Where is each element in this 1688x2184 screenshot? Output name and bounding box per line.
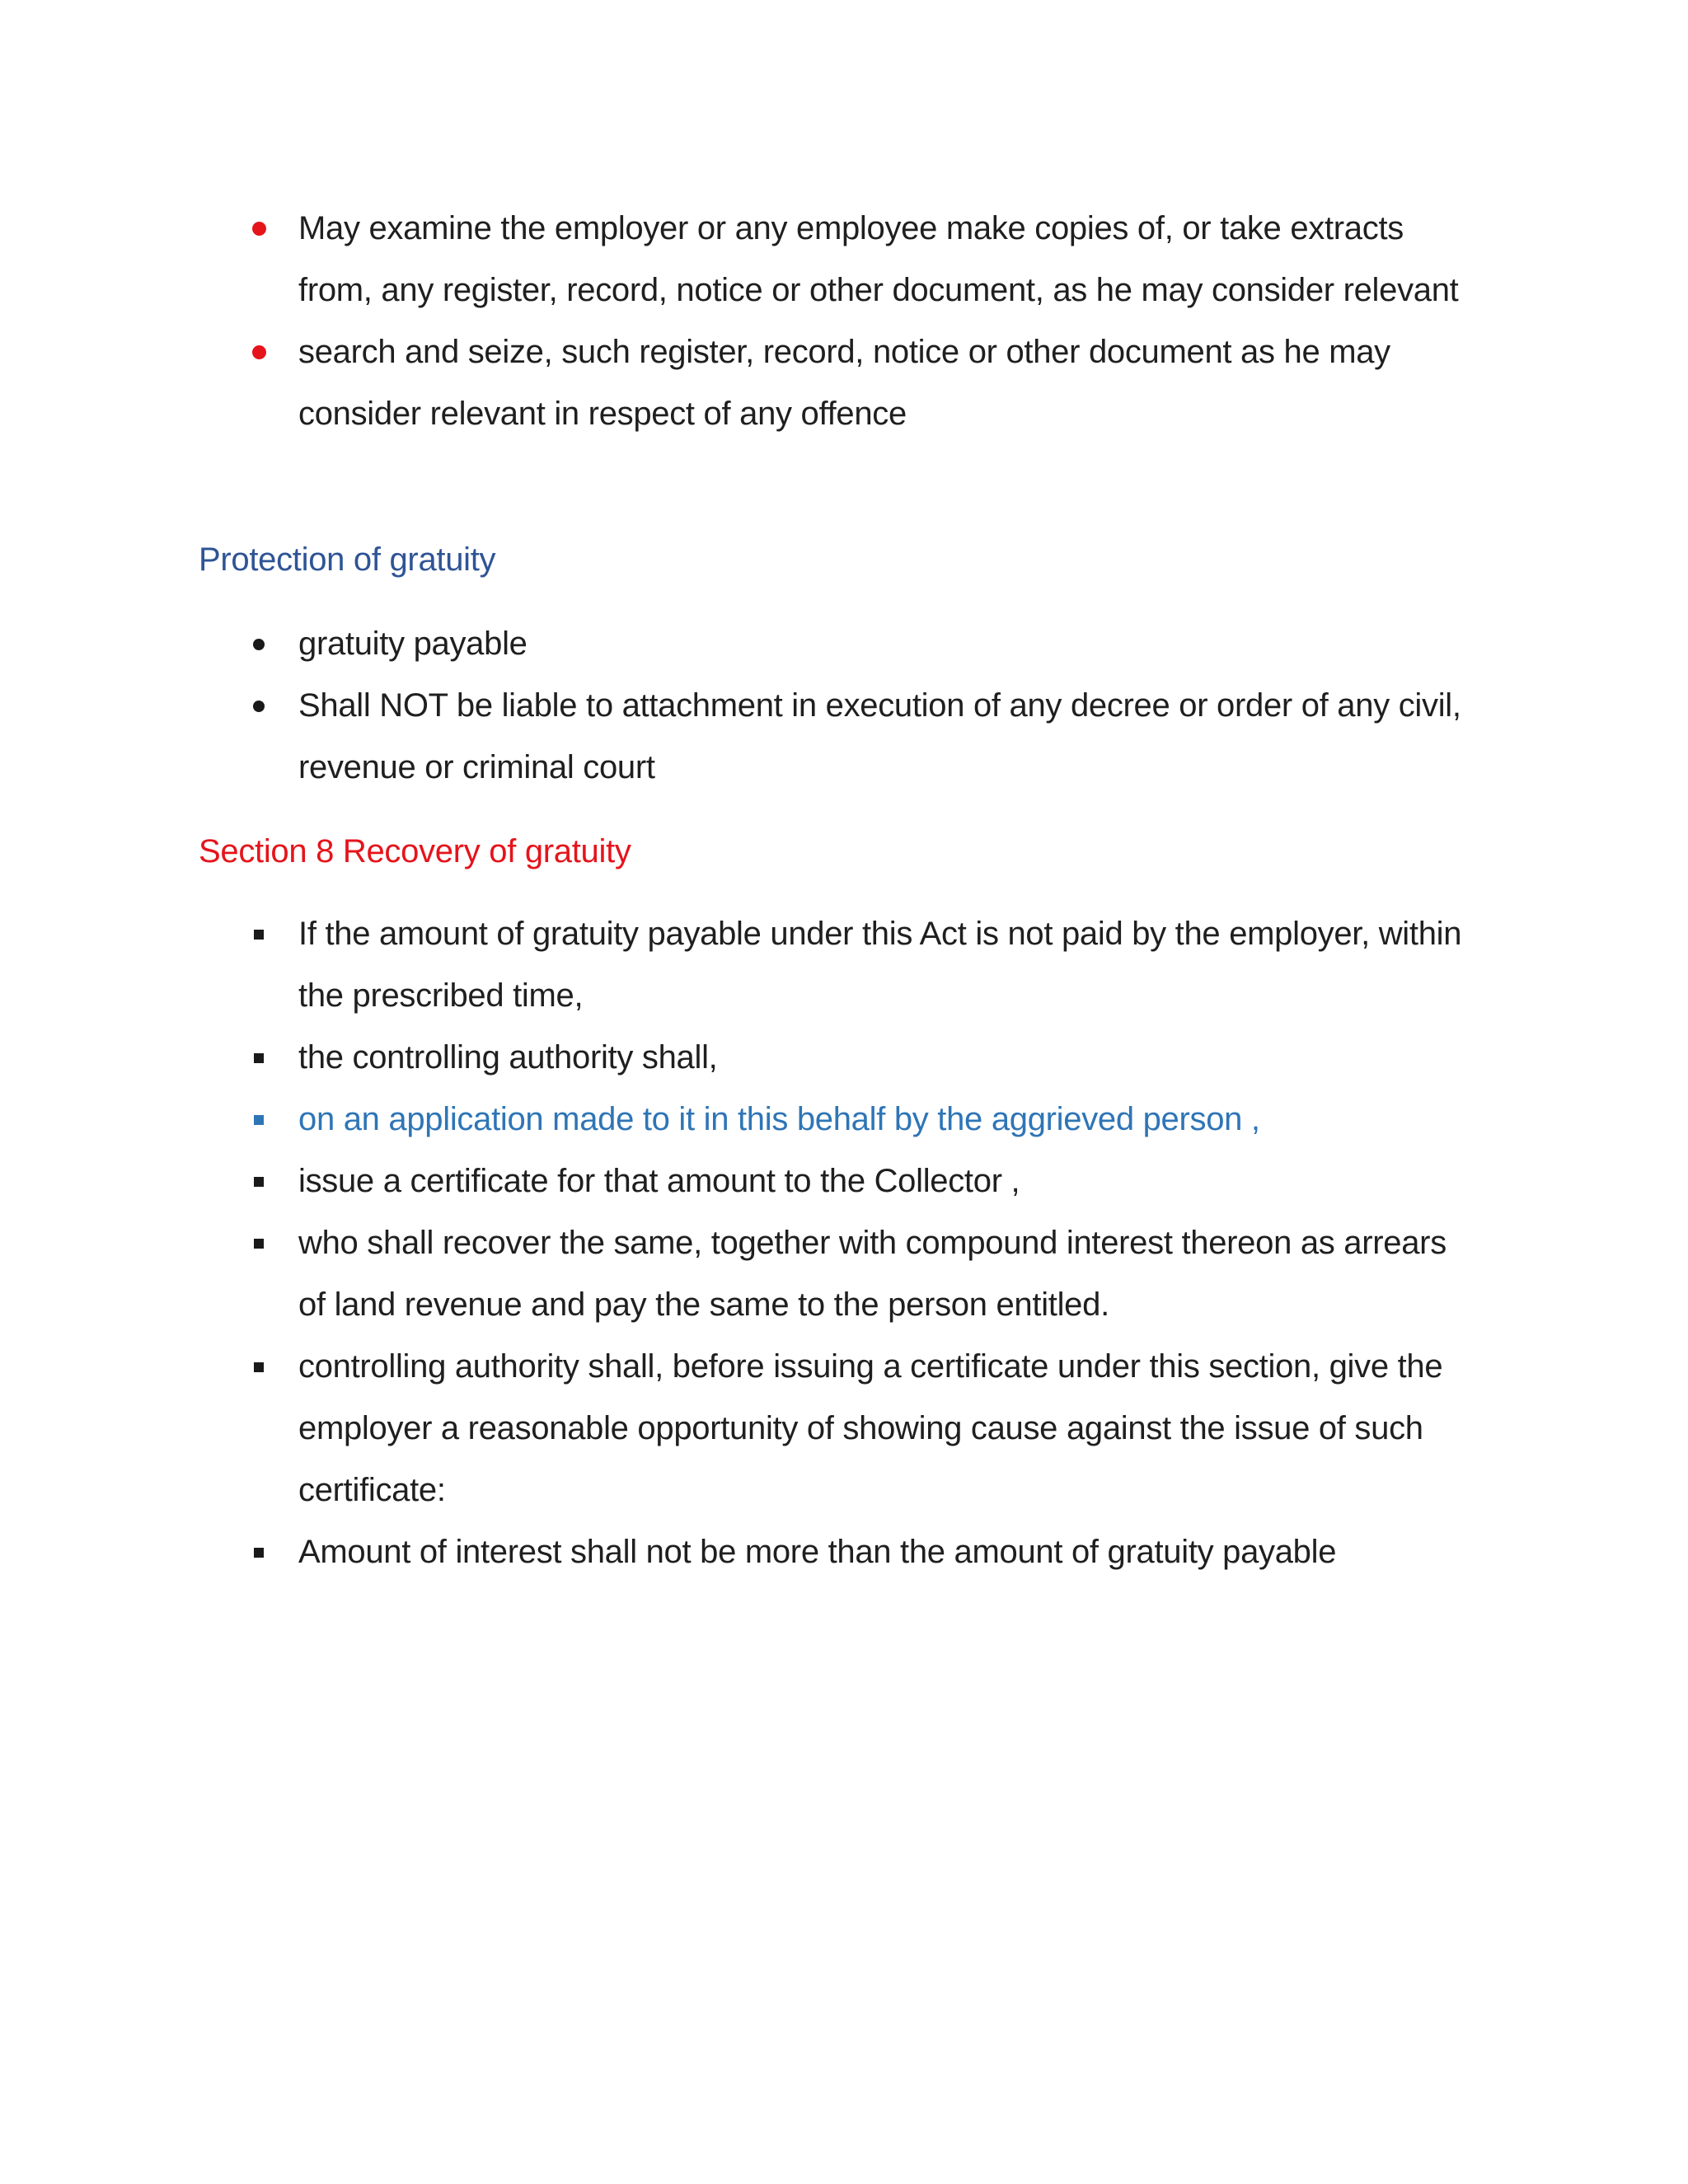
square-bullet-icon — [251, 903, 267, 965]
red-bullet-icon — [251, 321, 267, 383]
blue-square-bullet-icon — [251, 1089, 267, 1151]
list-item-text: May examine the employer or any employee make copies of, or take extracts from, any register, record, notice or other document, as he may consider relevant — [298, 210, 1459, 308]
inspector-powers-list — [0, 198, 1688, 445]
list-item-text: If the amount of gratuity payable under this Act is not paid by the employer, within the prescribed time, — [298, 916, 1462, 1014]
list-item-text: who shall recover the same, together with compound interest thereon as arrears of land revenue and pay the same to the person entitled. — [298, 1225, 1447, 1323]
list-item — [0, 903, 1469, 1027]
list-item-text: the controlling authority shall, — [298, 1039, 718, 1076]
protection-heading: Protection of gratuity — [199, 541, 496, 578]
list-item-text: on an application made to it in this behalf by the aggrieved person , — [298, 1101, 1260, 1137]
list-item — [0, 1521, 1469, 1583]
list-item — [0, 1336, 1469, 1521]
list-item — [0, 198, 1469, 321]
recovery-list — [0, 903, 1688, 1583]
square-bullet-icon — [251, 1212, 267, 1274]
list-item-text: gratuity payable — [298, 626, 528, 662]
list-item-text: Shall NOT be liable to attachment in execution of any decree or order of any civil, revenue or criminal court — [298, 687, 1461, 785]
list-item-text: search and seize, such register, record, notice or other document as he may consider relevant in respect of any offence — [298, 334, 1390, 432]
list-item — [0, 1212, 1469, 1336]
protection-list — [0, 613, 1688, 799]
list-item — [0, 1151, 1469, 1212]
square-bullet-icon — [251, 1027, 267, 1089]
list-item-text: Amount of interest shall not be more than the amount of gratuity payable — [298, 1534, 1337, 1570]
red-bullet-icon — [251, 198, 267, 260]
list-item — [0, 613, 1469, 675]
list-item — [0, 321, 1469, 445]
list-item-highlighted — [0, 1089, 1469, 1151]
bullet-icon — [251, 613, 267, 675]
square-bullet-icon — [251, 1336, 267, 1398]
recovery-heading: Section 8 Recovery of gratuity — [199, 833, 631, 869]
square-bullet-icon — [251, 1521, 267, 1583]
list-item-text: issue a certificate for that amount to the Collector , — [298, 1163, 1020, 1199]
square-bullet-icon — [251, 1151, 267, 1212]
list-item — [0, 1027, 1469, 1089]
list-item — [0, 675, 1469, 799]
list-item-text: controlling authority shall, before issuing a certificate under this section, give the employer a reasonable opportunity of showing cause against the issue of such certificate: — [298, 1348, 1443, 1508]
bullet-icon — [251, 675, 267, 737]
